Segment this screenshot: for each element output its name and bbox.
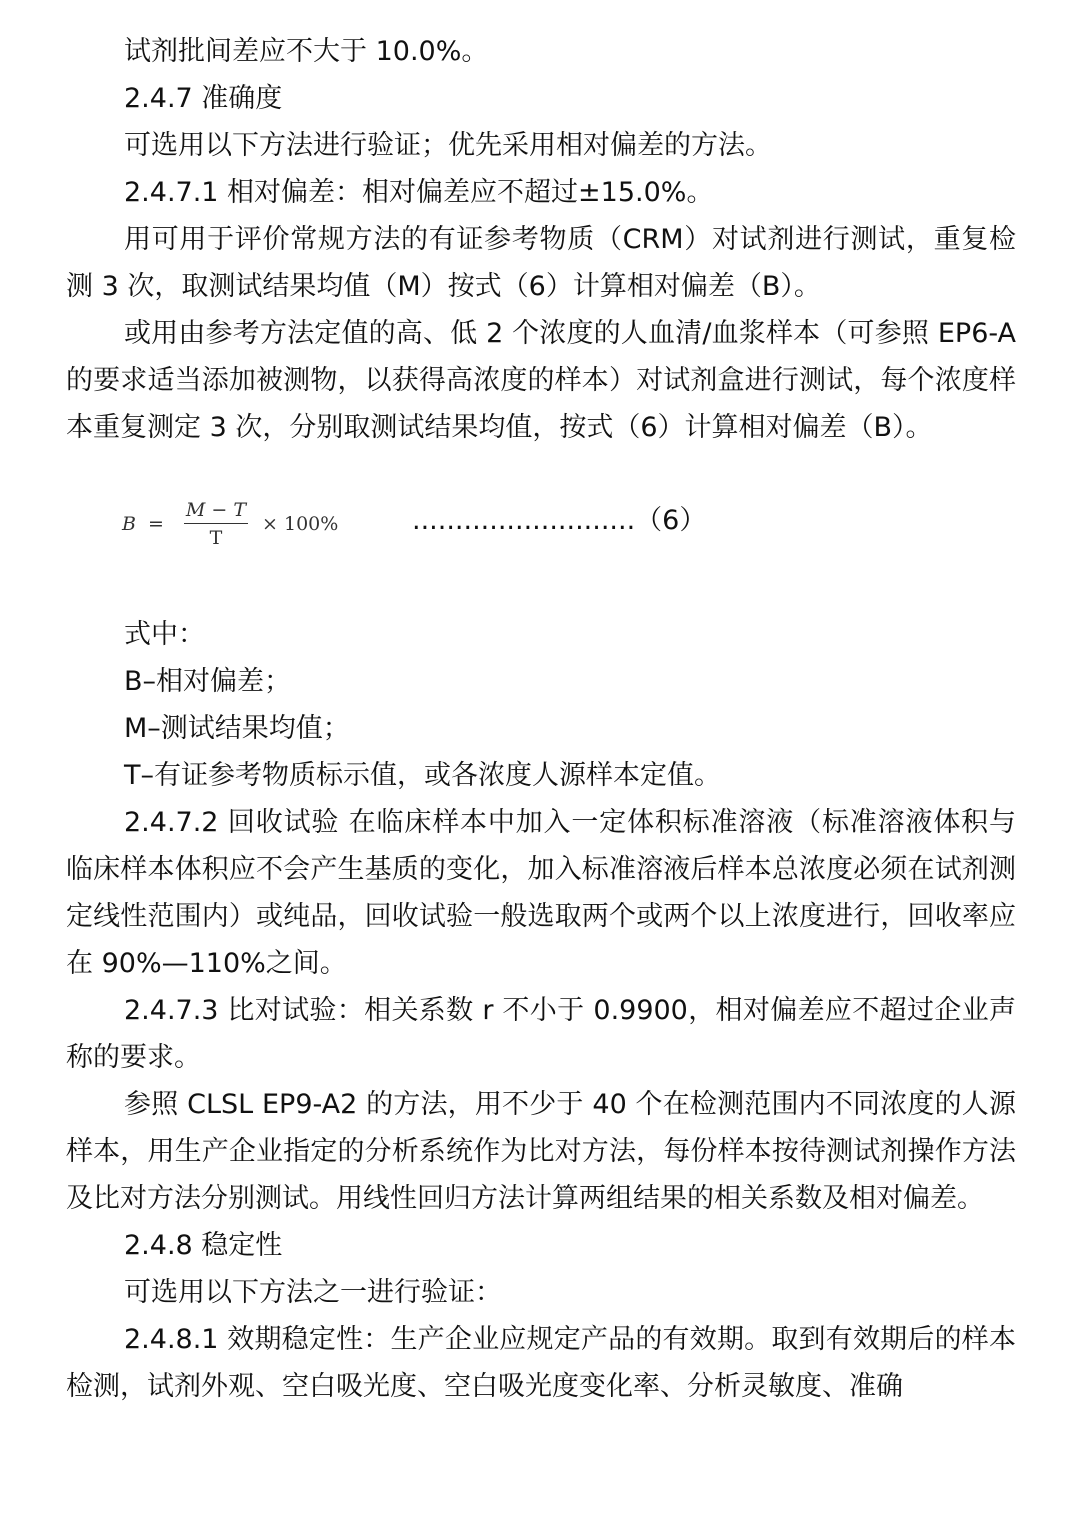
equation-number: ..........................（6）	[412, 505, 707, 536]
formula-row	[66, 491, 1016, 581]
definition-m: M–测试结果均值；	[124, 713, 350, 744]
document-page	[66, 28, 1016, 1410]
relative-deviation-formula	[122, 499, 338, 549]
formula-numerator: M − T	[185, 499, 247, 521]
paragraph-comparison-test: 2.4.7.3 比对试验：相关系数 r 不小于 0.9900，相对偏差应不超过企业声称的要求。	[66, 995, 1016, 1073]
formula-fraction	[182, 499, 250, 549]
paragraph-stability-methods: 可选用以下方法之一进行验证：	[124, 1277, 502, 1308]
paragraph-recovery-test: 2.4.7.2 回收试验 在临床样本中加入一定体积标准溶液（标准溶液体积与临床样本体积应不会产生基质的变化，加入标准溶液后样本总浓度必须在试剂测定线性范围内）或纯品，回收试验一般选取两个或两个以上浓度进行，回收率应在 90%—110%之间。	[66, 807, 1016, 979]
heading-relative-deviation: 2.4.7.1 相对偏差：相对偏差应不超过±15.0%。	[124, 177, 714, 208]
paragraph-ep9-method: 参照 CLSL EP9-A2 的方法，用不少于 40 个在检测范围内不同浓度的人源样本，用生产企业指定的分析系统作为比对方法，每份样本按待测试剂操作方法及比对方法分别测试。用线性回归方法计算两组结果的相关系数及相对偏差。	[66, 1089, 1016, 1214]
paragraph-method-choice: 可选用以下方法进行验证；优先采用相对偏差的方法。	[124, 130, 772, 161]
paragraph-batch-difference: 试剂批间差应不大于 10.0%。	[124, 36, 489, 67]
formula-denominator: T	[209, 527, 223, 549]
formula-lhs: B	[122, 513, 136, 535]
paragraph-serum-sample-test: 或用由参考方法定值的高、低 2 个浓度的人血清/血浆样本（可参照 EP6-A 的要求适当添加被测物，以获得高浓度的样本）对试剂盒进行测试，每个浓度样本重复测定 3 次，分别取测试结果均值，按式（6）计算相对偏差（B）。	[66, 318, 1016, 443]
formula-times: × 100%	[262, 513, 339, 535]
definition-t: T–有证参考物质标示值，或各浓度人源样本定值。	[124, 760, 721, 791]
definition-b: B–相对偏差；	[124, 666, 292, 697]
paragraph-where: 式中：	[124, 619, 205, 650]
formula-equals: =	[147, 513, 164, 535]
heading-stability: 2.4.8 稳定性	[124, 1230, 283, 1261]
heading-accuracy: 2.4.7 准确度	[124, 83, 283, 114]
paragraph-crm-test: 用可用于评价常规方法的有证参考物质（CRM）对试剂进行测试，重复检测 3 次，取测试结果均值（M）按式（6）计算相对偏差（B）。	[66, 224, 1016, 302]
paragraph-shelf-life-stability: 2.4.8.1 效期稳定性：生产企业应规定产品的有效期。取到有效期后的样本检测，试剂外观、空白吸光度、空白吸光度变化率、分析灵敏度、准确	[66, 1324, 1016, 1402]
